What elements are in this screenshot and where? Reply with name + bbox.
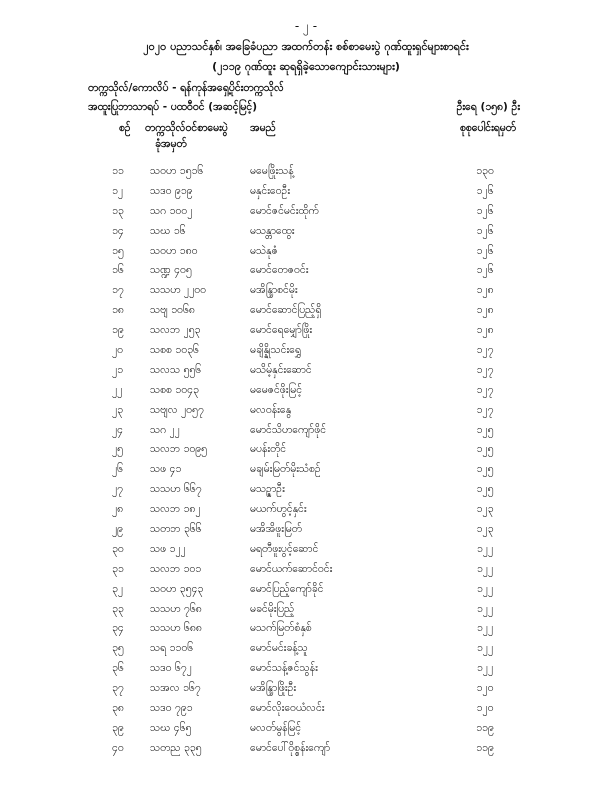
results-table	[0, 162, 612, 759]
exam-seat-id: သဃ ၁၆	[150, 224, 186, 237]
student-name: မအိန္ဒြာဖြိုးဦး	[250, 682, 297, 695]
exam-seat-id: သဂ ၂၂	[150, 423, 180, 436]
exam-seat-id: သဗျ ၁၀၆၈	[150, 304, 195, 317]
exam-seat-id: သဝဟ ၁၈၀	[150, 244, 198, 257]
total-marks: ၁၂၀	[476, 682, 494, 695]
row-number: ၂၄	[112, 423, 124, 436]
row-number: ၂၈	[112, 503, 124, 516]
header-seat-number: ခုံအမှတ်	[155, 138, 187, 150]
student-name: မအိအိဖူးမြတ်	[250, 523, 302, 536]
table-row	[0, 699, 612, 719]
student-name: မသက်မြတ်စံနှစ်	[250, 622, 312, 635]
table-row	[0, 440, 612, 460]
total-marks: ၁၂၆	[476, 204, 494, 217]
table-row	[0, 162, 612, 182]
student-name: မောင်ဇင်မင်းထိုက်	[250, 204, 319, 217]
header-no: စဉ်	[119, 122, 131, 134]
table-row	[0, 361, 612, 381]
exam-seat-id: သလဘ ၂၅၃	[150, 324, 201, 337]
total-marks: ၁၁၉	[476, 721, 494, 734]
student-name: မခင်မိုးပြည့်	[250, 602, 295, 615]
table-row	[0, 222, 612, 242]
row-number: ၂၅	[112, 443, 124, 456]
university-line: တက္ကသိုလ်/ကောလိပ် - ရန်ကုန်အရှေ့ပိုင်းတက္ကသိုလ်	[88, 82, 284, 94]
table-row	[0, 679, 612, 699]
row-number: ၂၇	[112, 483, 124, 496]
student-name: မယက်ဟွင့်နှင်း	[250, 503, 307, 516]
total-marks: ၁၂၇	[476, 403, 494, 416]
student-name: မသန္တာထွေး	[250, 224, 295, 237]
student-name: မချမ်းမြတ်မိုးသံစဉ်	[250, 463, 321, 476]
exam-seat-id: သဒဝ ၇၉၁	[150, 702, 193, 715]
exam-seat-id: သသဟ ၂၂၀၀	[150, 284, 207, 297]
row-number: ၁၁	[112, 165, 124, 177]
table-row	[0, 401, 612, 421]
total-marks: ၁၂၀	[476, 702, 494, 715]
student-name: မချိန္နိုသင်းရွှေ	[250, 344, 302, 357]
exam-seat-id: သတဘ ၃၆၆	[150, 523, 202, 536]
student-name: မနှင်းဝေဦး	[250, 184, 291, 197]
row-number: ၁၈	[112, 304, 124, 317]
total-marks: ၁၂၂	[476, 662, 494, 675]
student-name: မအိန္ဒြာစင်မိုး	[250, 284, 298, 297]
table-row	[0, 540, 612, 560]
table-row	[0, 520, 612, 540]
row-number: ၁၂	[112, 184, 124, 197]
total-marks: ၁၂၂	[476, 542, 494, 555]
row-number: ၂၆	[112, 463, 124, 476]
row-number: ၃၇	[112, 682, 124, 695]
row-number: ၃၄	[112, 622, 124, 635]
student-name: မောင်ပြည့်ကျော်ခိုင်	[250, 582, 324, 595]
exam-seat-id: သဒဝ ၆၇၂	[150, 662, 192, 675]
total-marks: ၁၂၆	[476, 264, 494, 277]
total-marks: ၁၃၀	[476, 165, 494, 177]
total-marks: ၁၂၅	[476, 463, 494, 476]
student-name: မောင်လိုးဝေယံလင်း	[250, 702, 325, 715]
exam-seat-id: သဝဟ ၁၅၁၆	[150, 165, 204, 177]
total-marks: ၁၂၅	[476, 423, 494, 436]
row-number: ၃၅	[112, 642, 124, 655]
student-name: မလတ်မွန်မြင့်	[250, 721, 302, 734]
table-row	[0, 580, 612, 600]
exam-seat-id: သလဘ ၁၀၉၅	[150, 443, 208, 456]
exam-seat-id: သသဟ ၆၈၈	[150, 622, 202, 635]
total-marks: ၁၂၈	[476, 304, 494, 317]
table-row	[0, 242, 612, 262]
total-marks: ၁၂၆	[476, 244, 494, 257]
table-row	[0, 500, 612, 520]
subject-line: အထူးပြုဘာသာရပ် - ပထဝီဝင် (အဆင့်မြင့်)	[88, 101, 257, 113]
student-name: မောင်ယက်ဆောင်ဝင်း	[250, 562, 333, 575]
row-number: ၃၉	[112, 721, 124, 734]
total-marks: ၁၂၇	[476, 383, 494, 396]
total-marks: ၁၂၂	[476, 562, 494, 575]
student-name: မမေဖြိုးသန့်	[250, 165, 294, 177]
student-name: မောင်ဆောင်ပြည့်ရှိ	[250, 304, 322, 317]
table-row	[0, 560, 612, 580]
header-total-marks: စုစုပေါင်းရမှတ်	[459, 122, 516, 134]
header-name: အမည်	[250, 122, 276, 134]
student-name: မလဝန်းနွေ	[250, 403, 292, 416]
student-name: မောင်သန့်ဇင်သွန်း	[250, 662, 318, 675]
table-row	[0, 600, 612, 620]
row-number: ၂၂	[112, 383, 123, 396]
student-name: မသဥ္ဇာဦး	[250, 483, 285, 496]
total-marks: ၁၂၇	[476, 344, 494, 357]
total-marks: ၁၂၂	[476, 582, 494, 595]
table-row	[0, 421, 612, 441]
student-name: မသဲနုဇံ	[250, 244, 278, 257]
exam-seat-id: သလဘ ၁၈၂	[150, 503, 201, 516]
total-marks: ၁၂၈	[476, 284, 494, 297]
table-row	[0, 480, 612, 500]
table-row	[0, 381, 612, 401]
student-name: မောင်သိဟကျော်ဖိုင်	[250, 423, 327, 436]
exam-seat-id: သတည ၃၃၅	[150, 741, 202, 754]
exam-seat-id: သဃ ၄၆၅	[150, 721, 192, 734]
student-name: မောင်ပေါ်ဝိုစ္စန်းကျော်	[250, 741, 331, 754]
document-title: ၂၀၂၀ ပညာသင်နှစ်၊ အခြေခံပညာ အထက်တန်း စစ်စာမေးပွဲ ဂုဏ်ထူးရှင်များစာရင်း	[143, 40, 469, 53]
row-number: ၃၁	[112, 562, 124, 575]
table-row	[0, 321, 612, 341]
student-name: မောင်တေဇဝင်း	[250, 264, 309, 277]
exam-seat-id: သဂ ၁၀၀၂	[150, 204, 193, 217]
row-number: ၃၂	[112, 582, 124, 595]
row-number: ၃၃	[112, 602, 124, 615]
student-name: မပန်းတိုင်	[250, 443, 287, 456]
row-number: ၃၆	[112, 662, 124, 675]
table-row	[0, 301, 612, 321]
table-row	[0, 341, 612, 361]
document-subtitle: (၂၁၁၉ ဂုဏ်ထူး ဆုရရှိခဲ့သောကျောင်းသားများ)	[212, 60, 400, 73]
total-marks: ၁၂၂	[476, 642, 494, 655]
exam-seat-id: သစစ ၁၀၃၆	[150, 344, 199, 357]
total-marks: ၁၁၉	[476, 741, 494, 754]
student-name: မောင်ရေမျှော်ဖြိုး	[250, 324, 313, 337]
total-marks: ၁၂၃	[476, 523, 494, 536]
exam-seat-id: သဝဟ ၃၅၄၃	[150, 582, 204, 595]
total-marks: ၁၂၇	[476, 363, 494, 376]
student-name: မောင်မင်းခန့်သူ	[250, 642, 308, 655]
row-number: ၁၄	[112, 224, 124, 237]
total-marks: ၁၂၅	[476, 443, 494, 456]
exam-seat-id: သဖ ၁၂၂	[150, 542, 186, 555]
row-number: ၄၀	[112, 741, 124, 754]
student-name: မမေဇင်ဖိုးမြင့်	[250, 383, 303, 396]
row-number: ၁၇	[112, 284, 124, 297]
row-number: ၂၀	[112, 344, 124, 357]
table-row	[0, 739, 612, 759]
total-marks: ၁၂၅	[476, 483, 494, 496]
exam-seat-id: သရ ၁၁၀၆	[150, 642, 194, 655]
table-row	[0, 261, 612, 281]
row-number: ၁၆	[112, 264, 124, 277]
total-marks: ၁၂၆	[476, 224, 494, 237]
row-number: ၂၁	[112, 363, 124, 376]
table-row	[0, 659, 612, 679]
exam-seat-id: သလသ ၅၅၆	[150, 363, 202, 376]
table-row	[0, 182, 612, 202]
table-row	[0, 281, 612, 301]
row-number: ၃၈	[112, 702, 124, 715]
row-number: ၂၃	[112, 403, 124, 416]
student-name: မရတီဖူးပွင့်ဆောင်	[250, 542, 319, 555]
row-number: ၃၀	[112, 542, 124, 555]
table-row	[0, 719, 612, 739]
exam-seat-id: သလဘ ၁၀၁	[150, 562, 202, 575]
table-row	[0, 619, 612, 639]
student-name: မသိမ့်နှင်းဆောင်	[250, 363, 312, 376]
row-number: ၁၃	[112, 204, 124, 217]
exam-seat-id: သသဟ ၇၆၈	[150, 602, 202, 615]
row-number: ၁၅	[112, 244, 124, 257]
header-exam-id: တက္ကသိုလ်ဝင်စာမေးပွဲ	[145, 122, 228, 134]
page-number: - ၂ -	[294, 19, 318, 33]
exam-seat-id: သသဟ ၆၆၇	[150, 483, 202, 496]
exam-seat-id: သဏ္ဍ ၄၀၅	[150, 264, 192, 277]
total-marks: ၁၂၂	[476, 622, 494, 635]
table-row	[0, 202, 612, 222]
exam-seat-id: သစစ ၁၀၄၃	[150, 383, 199, 396]
exam-seat-id: သဗျလ ၂၀၅၇	[150, 403, 204, 416]
table-row	[0, 639, 612, 659]
table-row	[0, 460, 612, 480]
total-marks: ၁၂၆	[476, 184, 494, 197]
total-marks: ၁၂၃	[476, 503, 494, 516]
total-count: ဦးရေ (၁၅၈) ဦး	[456, 101, 520, 113]
exam-seat-id: သဖ ၄၁	[150, 463, 182, 476]
total-marks: ၁၂၂	[476, 602, 494, 615]
row-number: ၁၉	[112, 324, 124, 337]
exam-seat-id: သဒဝ ၉၁၉	[150, 184, 193, 197]
row-number: ၂၉	[112, 523, 124, 536]
total-marks: ၁၂၈	[476, 324, 494, 337]
exam-seat-id: သအလ ၁၆၇	[150, 682, 201, 695]
